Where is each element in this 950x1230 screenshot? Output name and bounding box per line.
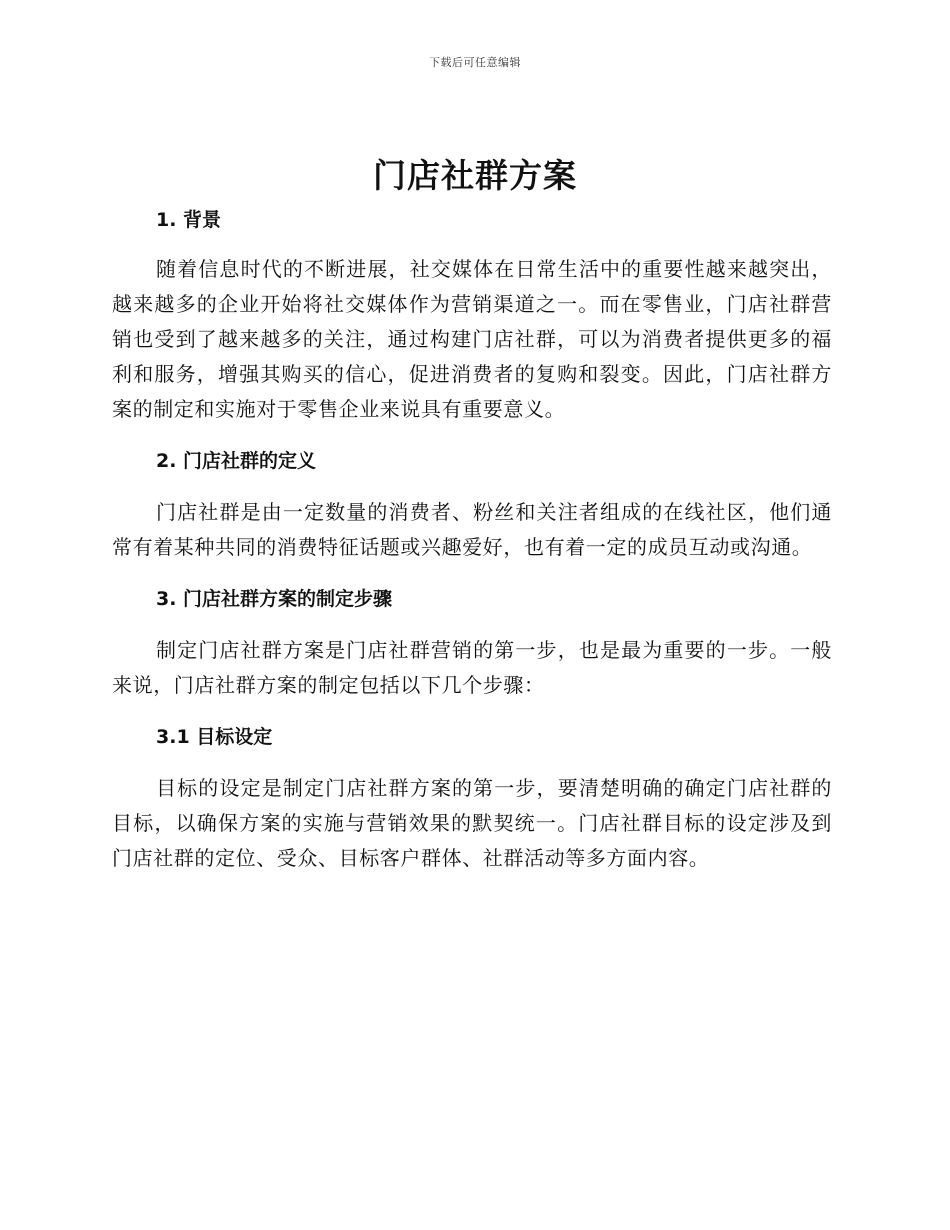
section-heading-definition: 2. 门店社群的定义 <box>156 450 317 472</box>
section-paragraph-background: 随着信息时代的不断进展，社交媒体在日常生活中的重要性越来越突出，越来越多的企业开始将社交媒体作为营销渠道之一。而在零售业，门店社群营销也受到了越来越多的关注，通过构建门店社群，可以为消费者提供更多的福利和服务，增强其购买的信心，促进消费者的复购和裂变。因此，门店社群方案的制定和实施对于零售企业来说具有重要意义。 <box>112 257 832 421</box>
section-heading-background: 1. 背景 <box>156 209 222 231</box>
document-title: 门店社群方案 <box>373 156 577 195</box>
section-paragraph-definition: 门店社群是由一定数量的消费者、粉丝和关注者组成的在线社区，他们通常有着某种共同的消费特征话题或兴趣爱好，也有着一定的成员互动或沟通。 <box>112 500 832 559</box>
header-note: 下载后可任意编辑 <box>429 56 521 69</box>
section-heading-goal-setting: 3.1 目标设定 <box>156 726 273 748</box>
section-heading-steps: 3. 门店社群方案的制定步骤 <box>156 588 393 610</box>
section-paragraph-steps: 制定门店社群方案是门店社群营销的第一步，也是最为重要的一步。一般来说，门店社群方案的制定包括以下几个步骤： <box>112 638 832 697</box>
section-paragraph-goal-setting: 目标的设定是制定门店社群方案的第一步，要清楚明确的确定门店社群的目标，以确保方案的实施与营销效果的默契统一。门店社群目标的设定涉及到门店社群的定位、受众、目标客户群体、社群活动等多方面内容。 <box>112 776 832 870</box>
document-body <box>112 206 832 876</box>
